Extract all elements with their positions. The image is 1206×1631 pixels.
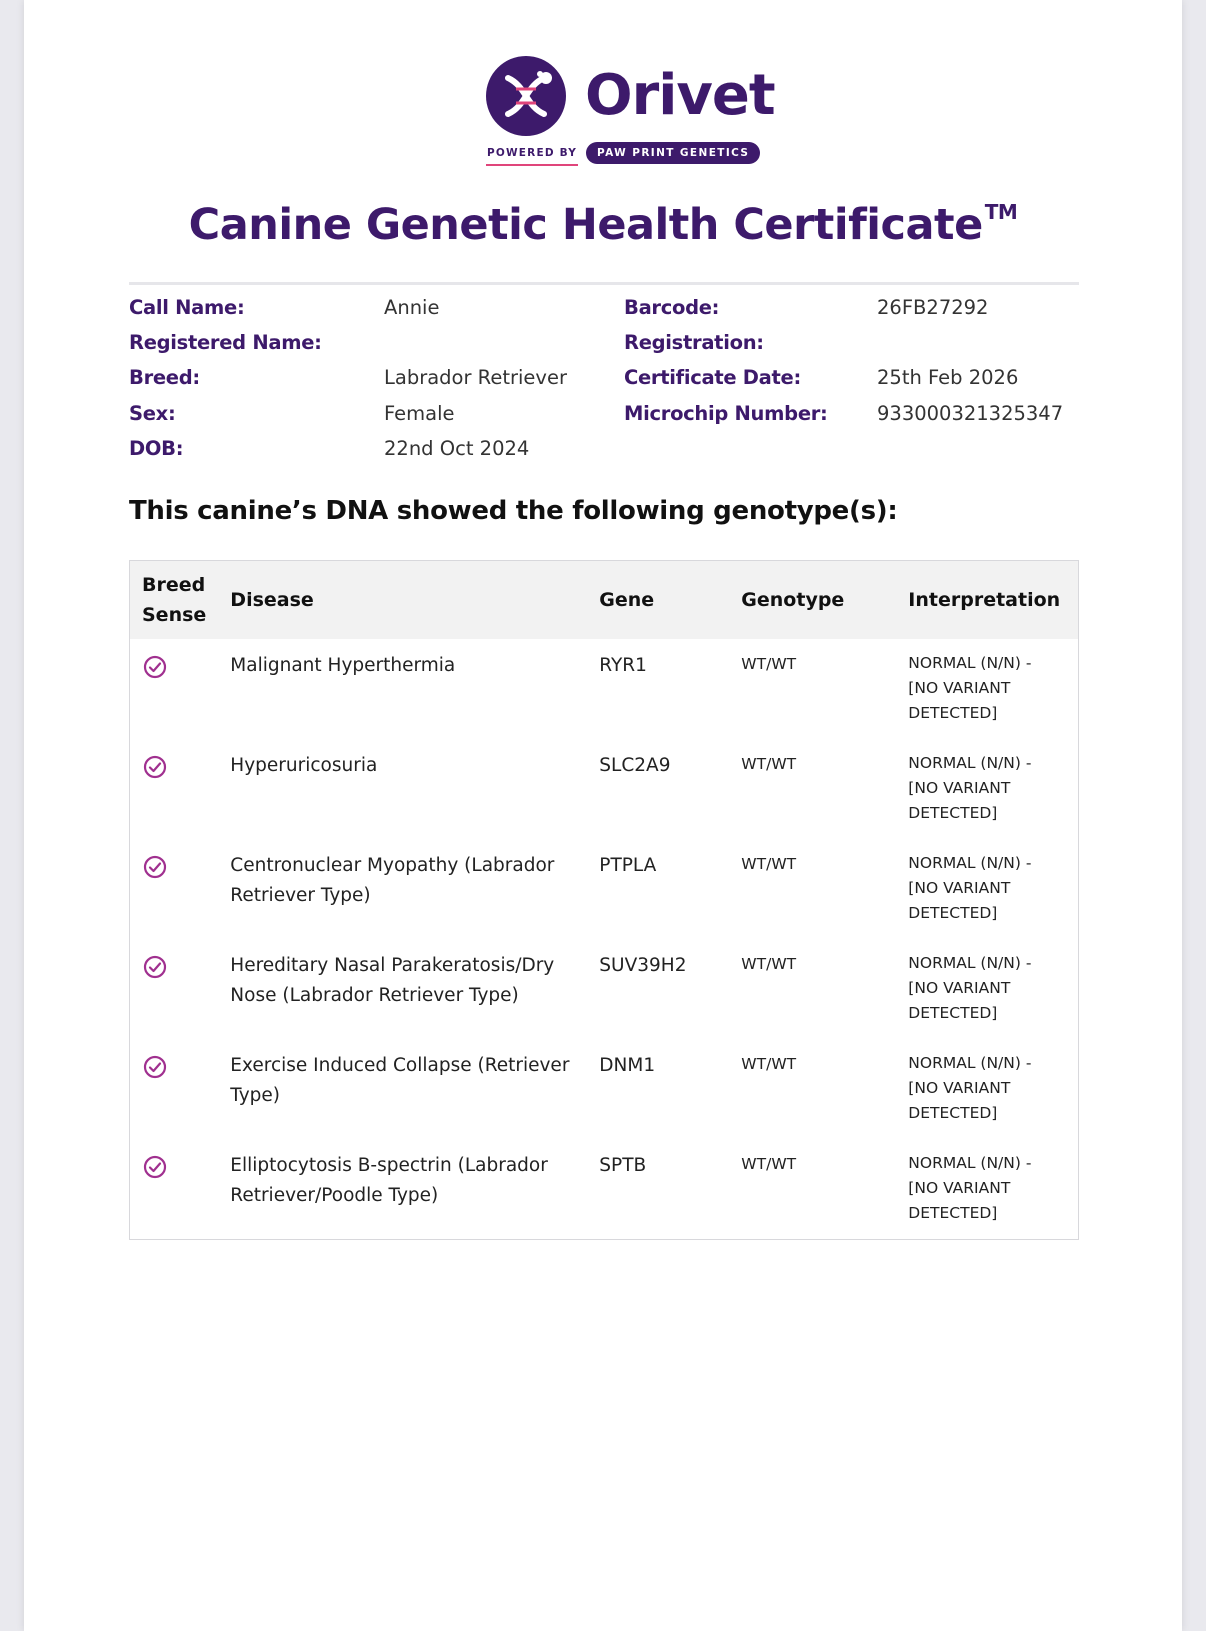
check-circle-icon (142, 1054, 168, 1080)
interpretation-line: [NO VARIANT (908, 779, 1011, 797)
gene-cell: DNM1 (599, 1055, 656, 1076)
divider (129, 282, 1079, 285)
registration-label: Registration: (624, 331, 764, 354)
interpretation-cell (896, 639, 1078, 739)
gene-cell: SPTB (599, 1155, 647, 1176)
table-row (130, 739, 1079, 839)
genotype-table (129, 560, 1079, 1240)
genotype-cell: WT/WT (741, 1055, 797, 1073)
interpretation-line: DETECTED] (908, 1004, 998, 1022)
breed-sense-cell (130, 739, 219, 839)
breed-sense-cell (130, 639, 219, 739)
check-circle-icon (142, 654, 168, 680)
interpretation-line: [NO VARIANT (908, 679, 1011, 697)
interpretation-cell (896, 839, 1078, 939)
dob-label: DOB: (129, 437, 184, 460)
breed-sense-cell (130, 839, 219, 939)
table-row (130, 1039, 1079, 1139)
trademark-mark: TM (984, 200, 1018, 224)
dob-value: 22nd Oct 2024 (384, 437, 530, 460)
barcode-value: 26FB27292 (877, 296, 989, 319)
gene-cell: RYR1 (599, 655, 647, 676)
col-gene: Gene (587, 561, 729, 640)
disease-cell: Malignant Hyperthermia (230, 655, 456, 676)
disease-cell: Elliptocytosis B-spectrin (Labrador Retriever/Poodle Type) (230, 1155, 548, 1206)
interpretation-line: NORMAL (N/N) - (908, 654, 1032, 672)
interpretation-line: NORMAL (N/N) - (908, 854, 1032, 872)
sex-value: Female (384, 402, 455, 425)
table-row (130, 1139, 1079, 1240)
genotype-cell: WT/WT (741, 955, 797, 973)
certificate-title-text: Canine Genetic Health Certificate (188, 200, 983, 250)
interpretation-line: NORMAL (N/N) - (908, 1054, 1032, 1072)
breed-sense-cell (130, 1139, 219, 1240)
barcode-label: Barcode: (624, 296, 720, 319)
table-header-row (130, 561, 1079, 640)
interpretation-line: DETECTED] (908, 904, 998, 922)
col-breed-sense: Breed Sense (130, 561, 219, 640)
interpretation-line: DETECTED] (908, 804, 998, 822)
dna-logo-icon (486, 56, 566, 136)
interpretation-line: NORMAL (N/N) - (908, 954, 1032, 972)
microchip-value: 933000321325347 (877, 402, 1064, 425)
interpretation-line: NORMAL (N/N) - (908, 1154, 1032, 1172)
disease-cell: Hyperuricosuria (230, 755, 378, 776)
results-heading: This canine’s DNA showed the following genotype(s): (129, 496, 898, 526)
call-name-value: Annie (384, 296, 440, 319)
col-interpretation: Interpretation (896, 561, 1078, 640)
gene-cell: SLC2A9 (599, 755, 671, 776)
interpretation-cell (896, 739, 1078, 839)
certificate-date-label: Certificate Date: (624, 366, 801, 389)
gene-cell: SUV39H2 (599, 955, 687, 976)
disease-cell: Exercise Induced Collapse (Retriever Type) (230, 1055, 570, 1106)
call-name-label: Call Name: (129, 296, 245, 319)
col-disease: Disease (218, 561, 587, 640)
col-genotype: Genotype (729, 561, 896, 640)
gene-cell: PTPLA (599, 855, 657, 876)
interpretation-line: [NO VARIANT (908, 1079, 1011, 1097)
table-row (130, 939, 1079, 1039)
certificate-page (24, 0, 1182, 1631)
disease-cell: Centronuclear Myopathy (Labrador Retriever Type) (230, 855, 555, 906)
breed-sense-cell (130, 939, 219, 1039)
genotype-cell: WT/WT (741, 655, 797, 673)
interpretation-cell (896, 1039, 1078, 1139)
registered-name-label: Registered Name: (129, 331, 322, 354)
partner-badge: PAW PRINT GENETICS (586, 142, 760, 164)
check-circle-icon (142, 854, 168, 880)
genotype-cell: WT/WT (741, 1155, 797, 1173)
certificate-title (24, 200, 1182, 250)
certificate-date-value: 25th Feb 2026 (877, 366, 1019, 389)
interpretation-cell (896, 939, 1078, 1039)
interpretation-line: DETECTED] (908, 704, 998, 722)
check-circle-icon (142, 1154, 168, 1180)
interpretation-line: [NO VARIANT (908, 1179, 1011, 1197)
interpretation-line: [NO VARIANT (908, 879, 1011, 897)
breed-label: Breed: (129, 366, 200, 389)
powered-by-label: POWERED BY (486, 144, 578, 166)
interpretation-cell (896, 1139, 1078, 1240)
interpretation-line: NORMAL (N/N) - (908, 754, 1032, 772)
check-circle-icon (142, 954, 168, 980)
genotype-cell: WT/WT (741, 755, 797, 773)
interpretation-line: DETECTED] (908, 1204, 998, 1222)
interpretation-line: DETECTED] (908, 1104, 998, 1122)
check-circle-icon (142, 754, 168, 780)
table-row (130, 639, 1079, 739)
breed-sense-cell (130, 1039, 219, 1139)
brand-name: Orivet (585, 63, 775, 128)
breed-value: Labrador Retriever (384, 366, 567, 389)
interpretation-line: [NO VARIANT (908, 979, 1011, 997)
sex-label: Sex: (129, 402, 176, 425)
genotype-cell: WT/WT (741, 855, 797, 873)
table-row (130, 839, 1079, 939)
orivet-logo (486, 54, 776, 166)
microchip-label: Microchip Number: (624, 402, 828, 425)
disease-cell: Hereditary Nasal Parakeratosis/Dry Nose (Labrador Retriever Type) (230, 955, 555, 1006)
